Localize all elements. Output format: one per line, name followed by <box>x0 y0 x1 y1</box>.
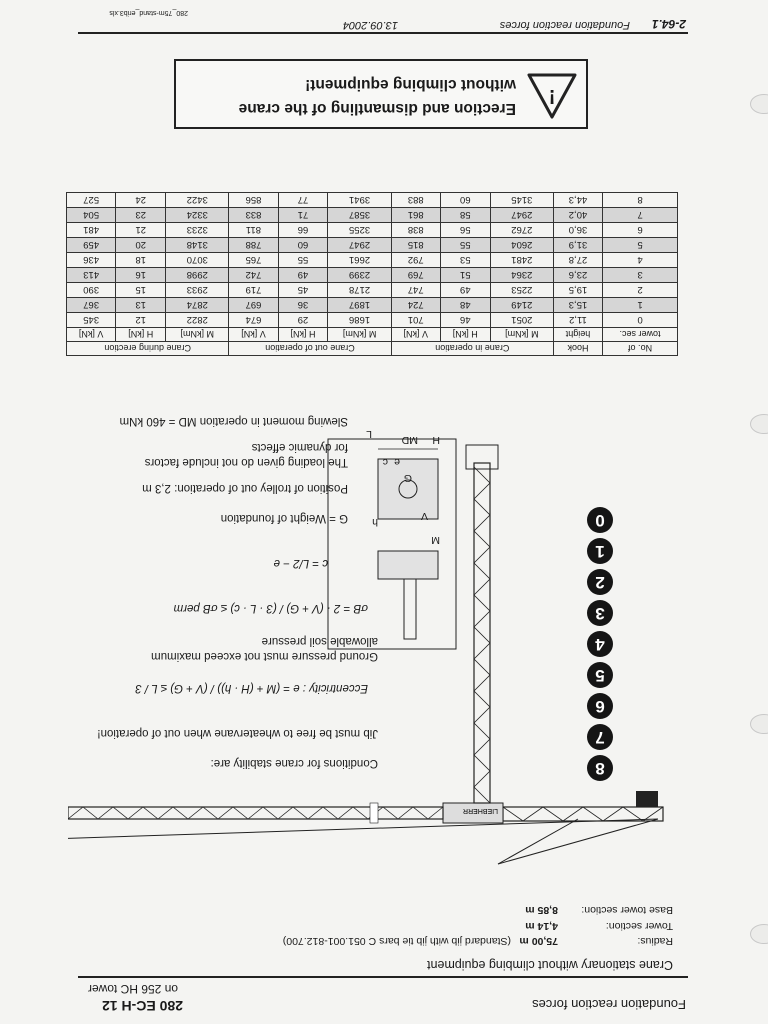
header-cell: H [kN] <box>116 328 166 342</box>
radius-note: (Standard jib with jib tie bars C 051.001-812.700) <box>282 935 511 947</box>
table-cell: 1686 <box>328 313 391 328</box>
table-cell: 58 <box>440 208 490 223</box>
footer-code: 2-64.1 <box>651 17 686 31</box>
table-cell: 3233 <box>166 223 229 238</box>
table-cell: 2874 <box>166 298 229 313</box>
table-cell: 815 <box>391 238 440 253</box>
footer-filename: 280_75m-stand_erib3.xls <box>109 9 188 16</box>
table-cell: 2364 <box>490 268 553 283</box>
footer-rule <box>78 33 688 35</box>
table-cell: 3422 <box>166 193 229 208</box>
header-cell: Crane out of operation <box>229 342 391 356</box>
table-cell: 390 <box>67 283 116 298</box>
table-cell: 2481 <box>490 253 553 268</box>
tower-value: 4,14 m <box>525 920 558 932</box>
table-cell: 2051 <box>490 313 553 328</box>
table-row <box>67 238 678 253</box>
table-row <box>67 253 678 268</box>
table-cell: 24 <box>116 193 166 208</box>
table-cell: 3587 <box>328 208 391 223</box>
table-body <box>67 193 678 328</box>
loading-note2: for dynamic effects <box>251 441 348 453</box>
detail-tower <box>404 579 416 639</box>
section-number: 6 <box>587 693 613 719</box>
table-cell: 811 <box>229 223 278 238</box>
table-cell: 833 <box>229 208 278 223</box>
pressure-line1: Ground pressure must not exceed maximum <box>151 650 378 662</box>
table-cell: 3324 <box>166 208 229 223</box>
table-cell: 742 <box>229 268 278 283</box>
table-cell: 36 <box>278 298 328 313</box>
base-label: Base tower section: <box>581 904 673 916</box>
table-cell: 719 <box>229 283 278 298</box>
intro-heading: Crane stationary without climbing equipment <box>427 958 673 972</box>
table-row <box>67 208 678 223</box>
detail-foundation-upper <box>378 551 438 579</box>
footer-date: 13.09.2004 <box>342 19 398 31</box>
section-number: 8 <box>587 755 613 781</box>
table-cell: 367 <box>67 298 116 313</box>
radius-label: Radius: <box>637 935 673 947</box>
loading-note1: The loading given do not include factors <box>144 456 348 468</box>
table-cell: 8 <box>603 193 678 208</box>
table-cell: 11,2 <box>553 313 602 328</box>
tower-label: Tower section: <box>605 920 673 932</box>
table-cell: 747 <box>391 283 440 298</box>
warning-symbol: ! <box>548 85 556 107</box>
warning-box <box>174 59 588 129</box>
table-cell: 883 <box>391 193 440 208</box>
header-left-title: Foundation reaction forces <box>532 997 686 1012</box>
table-cell: 46 <box>440 313 490 328</box>
jib-tie <box>68 819 658 839</box>
table-cell: 56 <box>440 223 490 238</box>
label-e: e <box>394 456 400 468</box>
condition-jib: Jib must be free to wheatervane when out of operation! <box>97 727 378 739</box>
table-cell: 838 <box>391 223 440 238</box>
table-cell: 60 <box>278 238 328 253</box>
table-cell: 29 <box>278 313 328 328</box>
counterjib-tie <box>498 819 578 864</box>
table-cell: 701 <box>391 313 440 328</box>
table-cell: 53 <box>440 253 490 268</box>
header-cell: height <box>553 328 602 342</box>
table-cell: 481 <box>67 223 116 238</box>
trolley <box>370 803 378 823</box>
table-cell: 3070 <box>166 253 229 268</box>
foundation-forces-table <box>66 192 678 356</box>
header-cell: Hook <box>553 342 602 356</box>
table-cell: 31,9 <box>553 238 602 253</box>
table-cell: 71 <box>278 208 328 223</box>
table-row <box>67 223 678 238</box>
table-cell: 345 <box>67 313 116 328</box>
table-cell: 12 <box>116 313 166 328</box>
table-cell: 48 <box>440 298 490 313</box>
table-cell: 3255 <box>328 223 391 238</box>
header-right-title: 280 EC-H 12 <box>102 998 183 1014</box>
eccentricity-formula: Eccentricity : e = (M + (H · h)) / (V + G) ≤ L / 3 <box>135 682 368 694</box>
table-cell: 19,5 <box>553 283 602 298</box>
label-H: H <box>432 434 440 446</box>
table-row <box>67 298 678 313</box>
table-cell: 2822 <box>166 313 229 328</box>
section-number: 1 <box>587 538 613 564</box>
table-cell: 15,3 <box>553 298 602 313</box>
header-cell: M [kNm] <box>328 328 391 342</box>
slewing-moment: Slewing moment in operation MD = 460 kNm <box>119 415 348 427</box>
table-cell: 20 <box>116 238 166 253</box>
table-cell: 2762 <box>490 223 553 238</box>
c-formula: c = L/2 − e <box>273 557 328 569</box>
header-cell: M [kNm] <box>490 328 553 342</box>
base-section <box>466 445 498 469</box>
label-L: L <box>366 428 372 440</box>
table-cell: 4 <box>603 253 678 268</box>
label-h: h <box>372 516 378 528</box>
table-group-header <box>67 342 678 356</box>
table-cell: 15 <box>116 283 166 298</box>
table-cell: 3145 <box>490 193 553 208</box>
table-cell: 3 <box>603 268 678 283</box>
table-cell: 7 <box>603 208 678 223</box>
table-cell: 459 <box>67 238 116 253</box>
conditions-title: Conditions for crane stability are: <box>210 757 378 769</box>
header-cell: M [kNm] <box>166 328 229 342</box>
brand-label: LIEBHERR <box>462 807 498 814</box>
header-cell: H [kN] <box>440 328 490 342</box>
table-cell: 504 <box>67 208 116 223</box>
radius-value: 75,00 m <box>519 935 558 947</box>
table-cell: 765 <box>229 253 278 268</box>
header-cell: H [kN] <box>278 328 328 342</box>
table-cell: 23 <box>116 208 166 223</box>
table-cell: 16 <box>116 268 166 283</box>
jib-tie <box>498 819 658 864</box>
table-cell: 769 <box>391 268 440 283</box>
table-cell: 23,6 <box>553 268 602 283</box>
table-cell: 2998 <box>166 268 229 283</box>
table-cell: 3148 <box>166 238 229 253</box>
counter-jib-lattice <box>503 807 663 821</box>
section-number: 5 <box>587 662 613 688</box>
table-cell: 2933 <box>166 283 229 298</box>
table-cell: 45 <box>278 283 328 298</box>
table-cell: 49 <box>278 268 328 283</box>
table-cell: 5 <box>603 238 678 253</box>
label-M: M <box>431 534 440 546</box>
table-cell: 3941 <box>328 193 391 208</box>
table-row <box>67 283 678 298</box>
table-cell: 36,0 <box>553 223 602 238</box>
label-c: c <box>382 456 388 468</box>
counterweight <box>636 791 658 807</box>
table-cell: 27,8 <box>553 253 602 268</box>
table-cell: 1897 <box>328 298 391 313</box>
table-cell: 18 <box>116 253 166 268</box>
table-cell: 2399 <box>328 268 391 283</box>
table-row <box>67 268 678 283</box>
table-cell: 2661 <box>328 253 391 268</box>
section-number: 4 <box>587 631 613 657</box>
jib-lattice <box>68 807 443 819</box>
table-cell: 788 <box>229 238 278 253</box>
table-cell: 21 <box>116 223 166 238</box>
section-number: 7 <box>587 724 613 750</box>
warning-line1: Erection and dismantling of the crane <box>238 100 516 117</box>
header-cell: V [kN] <box>67 328 116 342</box>
table-cell: 697 <box>229 298 278 313</box>
section-number: 2 <box>587 569 613 595</box>
table-cell: 2178 <box>328 283 391 298</box>
header-cell: tower sec. <box>603 328 678 342</box>
punch-hole <box>750 94 768 114</box>
table-cell: 0 <box>603 313 678 328</box>
header-cell: No. of <box>603 342 678 356</box>
table-cell: 2604 <box>490 238 553 253</box>
header-cell: Crane in operation <box>391 342 553 356</box>
g-definition: G = Weight of foundation <box>220 512 348 524</box>
punch-hole <box>750 414 768 434</box>
table-row <box>67 193 678 208</box>
table-cell: 49 <box>440 283 490 298</box>
punch-hole <box>750 924 768 944</box>
header-cell: V [kN] <box>391 328 440 342</box>
table-cell: 2 <box>603 283 678 298</box>
table-cell: 856 <box>229 193 278 208</box>
table-cell: 77 <box>278 193 328 208</box>
label-Md: MD <box>401 434 418 446</box>
table-cell: 527 <box>67 193 116 208</box>
header-right-sub: on 256 HC tower <box>87 982 178 996</box>
pressure-line2: allowable soil pressure <box>261 635 378 647</box>
footer-title: Foundation reaction forces <box>499 19 630 31</box>
label-G: G <box>403 472 412 484</box>
punch-hole <box>750 714 768 734</box>
warning-line2: without climbing equipment! <box>305 76 516 93</box>
tower-lattice <box>474 467 490 803</box>
trolley-position: Position of trolley out of operation: 2,3 m <box>142 482 348 494</box>
table-cell: 436 <box>67 253 116 268</box>
table-cell: 861 <box>391 208 440 223</box>
table-cell: 674 <box>229 313 278 328</box>
table-cell: 44,3 <box>553 193 602 208</box>
header-cell: Crane during erection <box>67 342 229 356</box>
table-cell: 2253 <box>490 283 553 298</box>
detail-foundation-plan <box>378 459 438 519</box>
label-V: V <box>420 510 428 522</box>
base-value: 8,85 m <box>525 904 558 916</box>
tower <box>474 463 490 803</box>
table-cell: 6 <box>603 223 678 238</box>
table-row <box>67 313 678 328</box>
section-number: 3 <box>587 600 613 626</box>
table-cell: 13 <box>116 298 166 313</box>
table-cell: 60 <box>440 193 490 208</box>
table-cell: 724 <box>391 298 440 313</box>
table-cell: 40,2 <box>553 208 602 223</box>
table-cell: 51 <box>440 268 490 283</box>
table-cell: 2947 <box>328 238 391 253</box>
section-number: 0 <box>587 507 613 533</box>
table-cell: 2947 <box>490 208 553 223</box>
table-cell: 55 <box>278 253 328 268</box>
table-cell: 55 <box>440 238 490 253</box>
table-cell: 1 <box>603 298 678 313</box>
header-rule <box>78 976 688 978</box>
table-cell: 66 <box>278 223 328 238</box>
table-cell: 413 <box>67 268 116 283</box>
table-cell: 792 <box>391 253 440 268</box>
sigma-formula: σB = 2 · (V + G) / (3 · L · c) ≤ σB perm <box>173 602 368 614</box>
table-cell: 2149 <box>490 298 553 313</box>
table-sub-header <box>67 328 678 342</box>
header-cell: V [kN] <box>229 328 278 342</box>
counter-jib <box>503 807 663 821</box>
